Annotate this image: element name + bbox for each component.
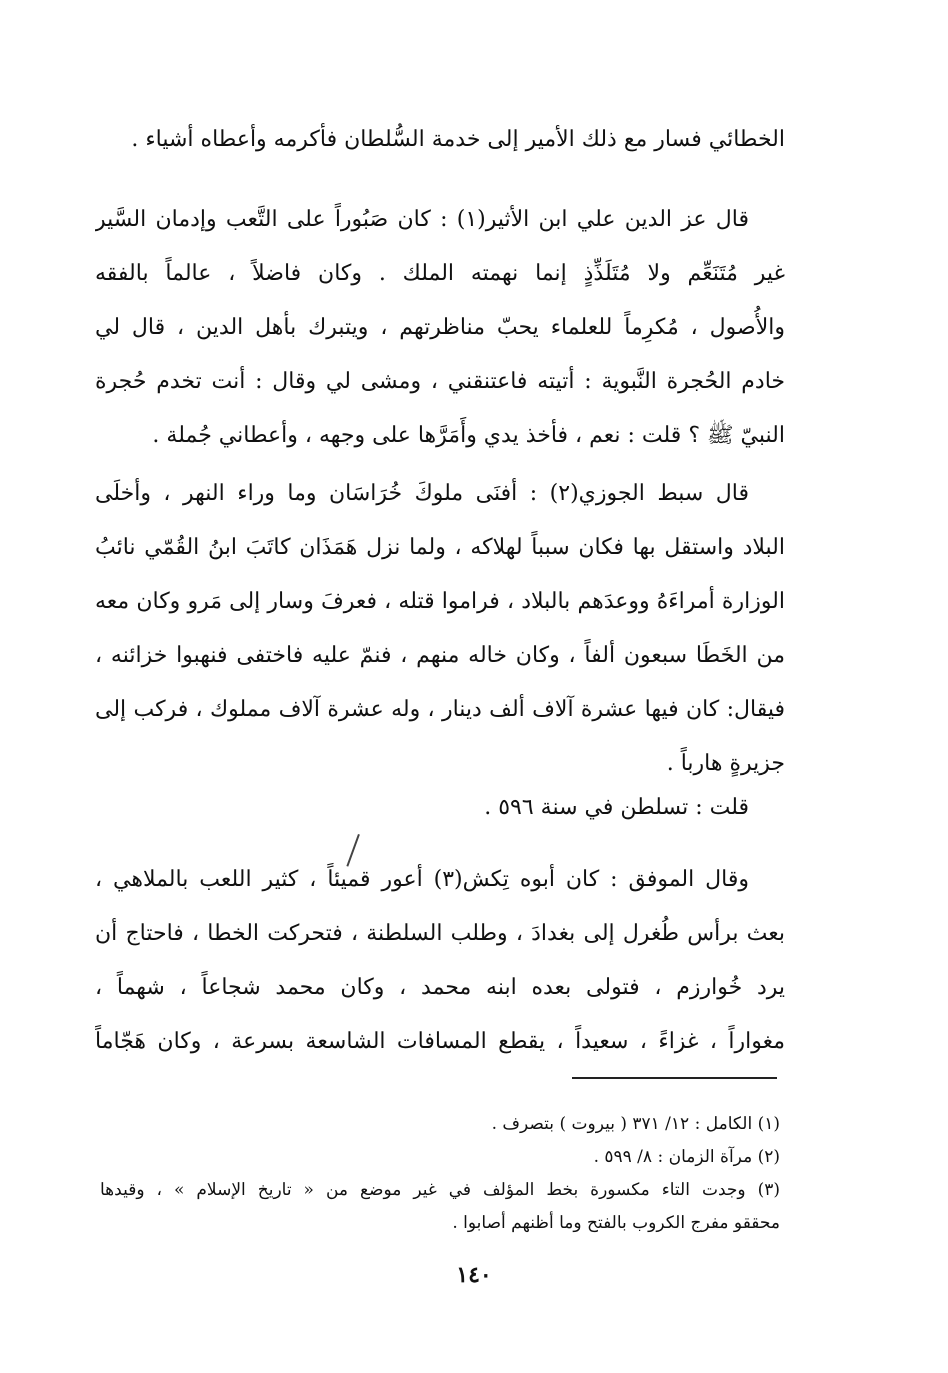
- text-line: مغواراً ، غزاءً ، سعيداً ، يقطع المسافات الشاسعة بسرعة ، وكان هَجّاماً: [95, 1029, 785, 1054]
- text-line: الوزارة أمراءَهُ ووعدَهم بالبلاد ، فراموا قتله ، فعرفَ وسار إلى مَرو وكان معه: [95, 589, 785, 614]
- text-line: وقال الموفق : كان أبوه تِكش(٣) أعور قميئاً ، كثير اللعب بالملاهي ،: [95, 867, 749, 892]
- text-line: يرد خُوارزم ، فتولى بعده ابنه محمد ، وكان محمد شجاعاً ، شهماً ،: [95, 975, 785, 1000]
- paragraph-continuation: [95, 113, 785, 167]
- text-line: النبيّ ﷺ ؟ قلت : نعم ، فأخذ يدي وأَمَرَّها على وجهه ، وأعطاني جُملة .: [152, 423, 785, 448]
- footnotes: [100, 1108, 780, 1240]
- paragraph-ibn-al-athir: [95, 193, 785, 463]
- text-line: من الخَطَا سبعون ألفاً ، وكان خاله منهم ، فنمّ عليه فاختفى فنهبوا خزائنه ،: [95, 643, 785, 668]
- footnote-3-continuation: محققو مفرج الكروب بالفتح وما أظنهم أصابوا .: [452, 1213, 780, 1233]
- text-line: قال سبط الجوزي(٢) : أفنَى ملوكَ خُرَاسَان وما وراء النهر ، وأخلَى: [95, 481, 749, 506]
- page-number: ١٤٠: [456, 1262, 492, 1288]
- text-line: بعث برأس طُغرل إلى بغدادَ ، وطلب السلطنة ، فتحركت الخطا ، فاحتاج أن: [95, 921, 785, 946]
- text-line: قلت : تسلطن في سنة ٥٩٦ .: [484, 795, 749, 820]
- footnote-2: (٢) مرآة الزمان : ٨/ ٥٩٩ .: [593, 1147, 780, 1167]
- paragraph-sibt-al-jawzi: [95, 467, 785, 791]
- paragraph-al-muwaffaq: [95, 853, 785, 1069]
- text-line: غير مُتَنَعِّم ولا مُتَلَذِّذٍ إنما نهمته الملك . وكان فاضلاً ، عالماً بالفقه: [95, 261, 785, 286]
- text-line: الخطائي فسار مع ذلك الأمير إلى خدمة السُّلطان فأكرمه وأعطاه أشياء .: [131, 127, 785, 152]
- paragraph-author-note: [95, 781, 785, 835]
- text-line: والأُصول ، مُكرِماً للعلماء يحبّ مناظرتهم ، ويتبرك بأهل الدين ، قال لي: [95, 315, 785, 340]
- text-line: فيقال: كان فيها عشرة آلاف ألف دينار ، وله عشرة آلاف مملوك ، فركب إلى: [95, 697, 785, 722]
- footnote-1: (١) الكامل : ١٢/ ٣٧١ ( بيروت ) بتصرف .: [491, 1114, 780, 1134]
- text-line: جزيرةٍ هارباً .: [666, 751, 785, 776]
- text-line: خادم الحُجرة النَّبوية : أتيته فاعتنقني ، ومشى لي وقال : أنت تخدم حُجرة: [95, 369, 785, 394]
- text-line: البلاد واستقل بها فكان سبباً لهلاكه ، ولما نزل هَمَذَان كاتَبَ ابنُ القُمّي نائبُ: [95, 535, 785, 560]
- footnote-3: (٣) وجدت التاء مكسورة بخط المؤلف في غير موضع من « تاريخ الإسلام » ، وقيدها: [100, 1180, 780, 1200]
- text-line: قال عز الدين علي ابن الأثير(١) : كان صَبُوراً على التَّعب وإدمان السَّير: [95, 207, 749, 232]
- footnote-separator: [572, 1077, 777, 1079]
